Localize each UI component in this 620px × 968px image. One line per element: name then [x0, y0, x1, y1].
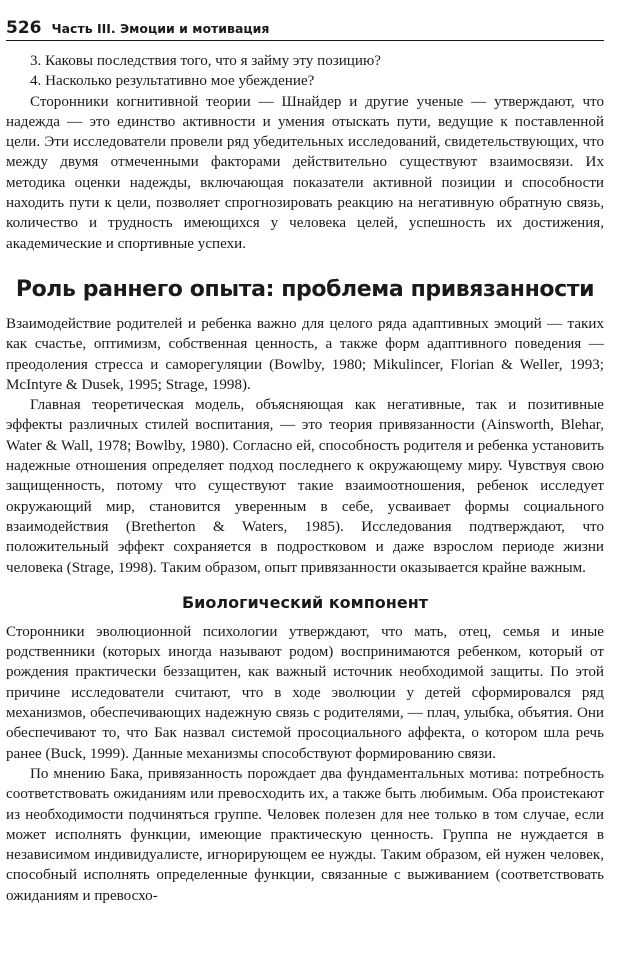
body-paragraph: Сторонники когнитивной теории — Шнайдер и другие ученые — утверждают, что надежда — это единство активности и умения отыскать пути, ведущие к поставленной цели. Эти исследователи провели ряд убедительных исследований, свидетельствующих, что между двумя отмеченными факторами действительно существуют взаимосвязи. Их методика оценки надежды, включающая показатели активной позиции и способности находить пути к цели, позволяет спрогнозировать реакцию на негативную обратную связь, количество и трудность имеющихся у человека целей, успешность их достижения, академические и спортивные успехи.	[6, 93, 604, 252]
list-item: 4. Насколько результативно мое убеждение?	[30, 73, 315, 90]
running-head	[6, 18, 604, 41]
section-heading: Роль раннего опыта: проблема привязанности	[15, 276, 595, 302]
running-title: Часть III. Эмоции и мотивация	[51, 21, 270, 36]
subsection-heading: Биологический компонент	[181, 592, 429, 612]
body-paragraph: Сторонники эволюционной психологии утверждают, что мать, отец, семья и иные родственники (которых иногда называют родом) воспринимаются ребенком, который от рождения практически беззащитен, как важный источник необходимой защиты. По этой причине исследователи считают, что в ходе эволюции у детей сформировался ряд механизмов, обеспечивающих надежную связь с родителями, — плач, улыбка, объятия. Они обеспечивают то, что Бак назвал системой просоциального аффекта, о котором шла речь ранее (Buck, 1999). Данные механизмы способствуют формированию связи.	[6, 623, 604, 762]
body-paragraph: Главная теоретическая модель, объясняющая как негативные, так и позитивные эффекты различных стилей воспитания, — это теория привязанности (Ainsworth, Blehar, Water & Wall, 1978; Bowlby, 1980). Согласно ей, способность родителя и ребенка установить надежные отношения определяет подход последнего к окружающему миру. Чувствуя свою защищенность, потому что существуют такие взаимоотношения, ребенок исследует окружающий мир, становится уверенным в себе, усваивает формы социального взаимодействия (Bretherton & Waters, 1985). Исследования подтверждают, что положительный эффект сохраняется в подростковом и даже взрослом периоде жизни человека (Strage, 1998). Таким образом, опыт привязанности оказывается крайне важным.	[6, 397, 604, 576]
body-paragraph: Взаимодействие родителей и ребенка важно для целого ряда адаптивных эмоций — таких как счастье, оптимизм, собственная ценность, а также форм адаптивного поведения — преодоления стресса и саморегуляции (Bowlby, 1980; Mikulincer, Florian & Weller, 1993; McIntyre & Dusek, 1995; Strage, 1998).	[6, 315, 604, 393]
body-paragraph: По мнению Бака, привязанность порождает два фундаментальных мотива: потребность соответствовать ожиданиям или превосходить их, а также быть любимым. Оба проистекают из необходимости подчиняться группе. Человек полезен для нее только в том случае, если может исполнять функции, имеющие практическую ценность. Группа не нуждается в независимом индивидуалисте, игнорирующем ее нужды. Таким образом, ей нужен человек, способный исполнять определенные функции, связанные с выживанием (соответствовать ожиданиям и превосхо-	[6, 765, 604, 904]
page-number: 526	[6, 18, 42, 38]
list-item: 3. Каковы последствия того, что я займу эту позицию?	[30, 53, 381, 69]
